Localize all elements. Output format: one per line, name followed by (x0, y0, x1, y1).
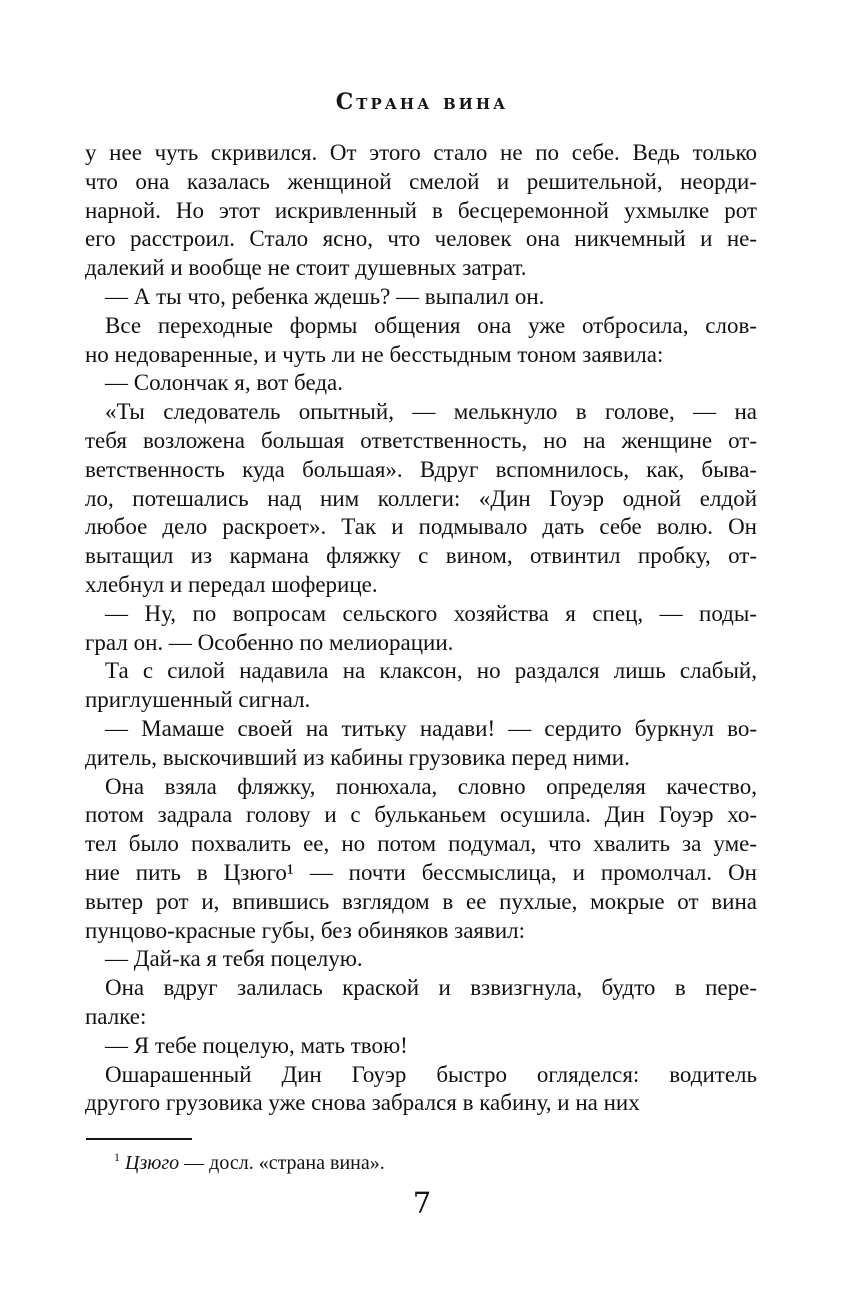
paragraph (85, 312, 757, 370)
paragraph (85, 398, 757, 600)
paragraph (85, 715, 757, 773)
paragraph (85, 1061, 757, 1119)
text-line: другого грузовика уже снова забрался в кабину, и на них (85, 1090, 640, 1116)
text-line: — Солончак я, вот беда. (105, 370, 344, 396)
text-line: палке: (85, 1003, 147, 1029)
body-text (85, 139, 757, 1118)
text-line: ветственность куда большая». Вдруг вспомнилось, как, быва- (85, 456, 757, 482)
text-line: тел было похвалить ее, но потом подумал, что хвалить за уме- (85, 831, 757, 857)
text-line: дитель, выскочивший из кабины грузовика перед ними. (85, 744, 630, 770)
paragraph (85, 600, 757, 658)
text-line: Та с силой надавила на клаксон, но раздался лишь слабый, (105, 658, 757, 684)
text-line: пунцово-красные губы, без обиняков заявил: (85, 917, 526, 943)
text-line: у нее чуть скривился. От этого стало не по себе. Ведь только (85, 140, 757, 165)
footnote-marker: 1 (114, 1150, 120, 1165)
text-line: ло, потешались над ним коллеги: «Дин Гоуэр одной елдой (85, 485, 757, 511)
text-line: Ошарашенный Дин Гоуэр быстро огляделся: водитель (105, 1061, 757, 1087)
paragraph (85, 945, 757, 974)
paragraph (85, 1032, 757, 1061)
paragraph (85, 139, 757, 283)
footnote-rule (86, 1138, 192, 1140)
text-line: хлебнул и передал шоферице. (85, 571, 378, 597)
text-line: но недоваренные, и чуть ли не бесстыдным тоном заявила: (85, 341, 664, 367)
running-header: Страна вина (335, 89, 509, 115)
text-line: — Ну, по вопросам сельского хозяйства я спец, — поды- (105, 600, 757, 626)
text-line: его расстроил. Стало ясно, что человек она никчемный и не- (85, 226, 757, 252)
footnote-term: Цзюго (125, 1152, 180, 1174)
text-line: далекий и вообще не стоит душевных затрат. (85, 255, 527, 281)
paragraph (85, 369, 757, 398)
text-line: нарной. Но этот искривленный в бесцеремонной ухмылке рот (85, 197, 757, 223)
text-line: Она взяла фляжку, понюхала, словно определяя качество, (105, 773, 757, 799)
text-line: потом задрала голову и с бульканьем осушила. Дин Гоуэр хо- (85, 802, 757, 828)
text-line: приглушенный сигнал. (85, 687, 311, 713)
text-line: Она вдруг залилась краской и взвизгнула, будто в пере- (105, 975, 757, 1001)
text-line: — Дай-ка я тебя поцелую. (105, 946, 363, 972)
paragraph (85, 974, 757, 1032)
paragraph (85, 283, 757, 312)
text-line: тебя возложена большая ответственность, но на женщине от- (85, 427, 757, 453)
text-line: ние пить в Цзюго¹ — почти бессмыслица, и промолчал. Он (85, 859, 757, 885)
text-line: что она казалась женщиной смелой и решительной, неорди- (85, 168, 757, 194)
text-line: — Я тебе поцелую, мать твою! (105, 1032, 408, 1058)
text-line: вытер рот и, впившись взглядом в ее пухлые, мокрые от вина (85, 888, 757, 914)
text-line: грал он. — Особенно по мелиорации. (85, 629, 454, 655)
text-line: «Ты следователь опытный, — мелькнуло в голове, — на (105, 399, 757, 425)
text-line: — Мамаше своей на титьку надави! — сердито буркнул во- (105, 715, 757, 741)
footnote-definition: — досл. «страна вина». (179, 1152, 385, 1174)
paragraph (85, 773, 757, 946)
paragraph (85, 657, 757, 715)
text-line: Все переходные формы общения она уже отбросила, слов- (105, 312, 757, 338)
footnote (85, 1150, 757, 1176)
page-number: 7 (412, 1186, 432, 1220)
text-line: — А ты что, ребенка ждешь? — выпалил он. (105, 283, 545, 309)
text-line: вытащил из кармана фляжку с вином, отвинтил пробку, от- (85, 543, 757, 569)
text-line: любое дело раскроет». Так и подмывало дать себе волю. Он (85, 514, 757, 540)
